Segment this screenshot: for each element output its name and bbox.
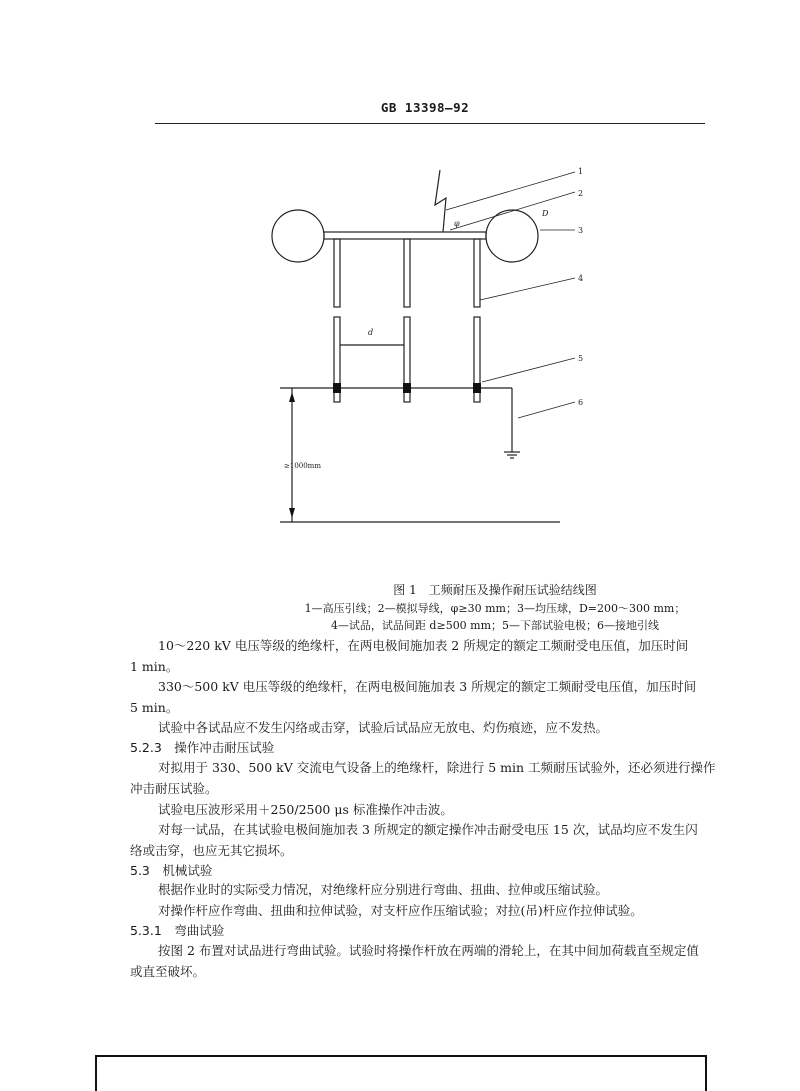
paragraph-line: 络或击穿，也应无其它损坏。	[130, 843, 293, 858]
paragraph-line: 对每一试品，在其试验电极间施加表 3 所规定的额定操作冲击耐受电压 15 次，试品均应不发生闪	[158, 822, 698, 837]
figure-legend-line-2: 4—试品，试品间距 d≥500 mm；5—下部试验电极；6—接地引线	[330, 619, 660, 632]
paragraph-line: 试验中各试品应不发生闪络或击穿，试验后试品应无放电、灼伤痕迹，应不发热。	[158, 720, 609, 735]
figure-legend-line-1: 1—高压引线；2—模拟导线，φ≥30 mm；3—均压球，D=200～300 mm；	[304, 602, 686, 615]
section-heading: 5.2.3 操作冲击耐压试验	[130, 740, 275, 755]
section-heading: 5.3 机械试验	[130, 863, 213, 878]
figure-caption: 图 1 工频耐压及操作耐压试验结线图	[393, 583, 597, 597]
label-2: 2	[578, 189, 584, 198]
label-3: 3	[578, 226, 584, 235]
label-6: 6	[578, 398, 584, 407]
simulated-conductor	[324, 232, 486, 239]
paragraph-line: 330～500 kV 电压等级的绝缘杆，在两电极间施加表 3 所规定的额定工频耐受电压值，加压时间	[158, 679, 697, 694]
spacing-d-label: d	[368, 328, 374, 337]
diameter-D-label: D	[542, 209, 549, 218]
phi-label: φ	[454, 219, 460, 228]
paragraph-line: 冲击耐压试验。	[130, 781, 218, 796]
test-specimens	[334, 239, 480, 402]
paragraph-line: 对操作杆应作弯曲、扭曲和拉伸试验，对支杆应作压缩试验；对拉(吊)杆应作拉伸试验。	[158, 903, 643, 918]
label-1: 1	[578, 167, 584, 176]
paragraph-line: 对拟用于 330、500 kV 交流电气设备上的绝缘杆，除进行 5 min 工频耐压试验外，还必须进行操作	[158, 760, 716, 775]
label-4: 4	[578, 274, 584, 283]
grading-ball-left	[272, 210, 324, 262]
paragraph-line: 根据作业时的实际受力情况，对绝缘杆应分别进行弯曲、扭曲、拉伸或压缩试验。	[158, 882, 609, 897]
paragraph-line: 5 min。	[130, 700, 179, 715]
paragraph-line: 1 min。	[130, 659, 179, 674]
test-circuit-diagram	[250, 160, 610, 540]
paragraph-line: 10～220 kV 电压等级的绝缘杆，在两电极间施加表 2 所规定的额定工频耐受电压值，加压时间	[158, 638, 689, 653]
header-rule	[155, 123, 705, 124]
paragraph-line: 或直至破坏。	[130, 964, 206, 979]
hv-lead	[435, 170, 446, 232]
standard-number-header: GB 13398—92	[380, 100, 470, 115]
paragraph-line: 试验电压波形采用＋250/2500 μs 标准操作冲击波。	[158, 802, 453, 817]
label-5: 5	[578, 354, 584, 363]
footer-box	[95, 1055, 707, 1091]
grading-ball-right	[486, 210, 538, 262]
height-label: ≥1000mm	[284, 462, 321, 470]
paragraph-line: 按图 2 布置对试品进行弯曲试验。试验时将操作杆放在两端的滑轮上，在其中间加荷载直至规定值	[158, 943, 699, 958]
section-heading: 5.3.1 弯曲试验	[130, 923, 225, 938]
